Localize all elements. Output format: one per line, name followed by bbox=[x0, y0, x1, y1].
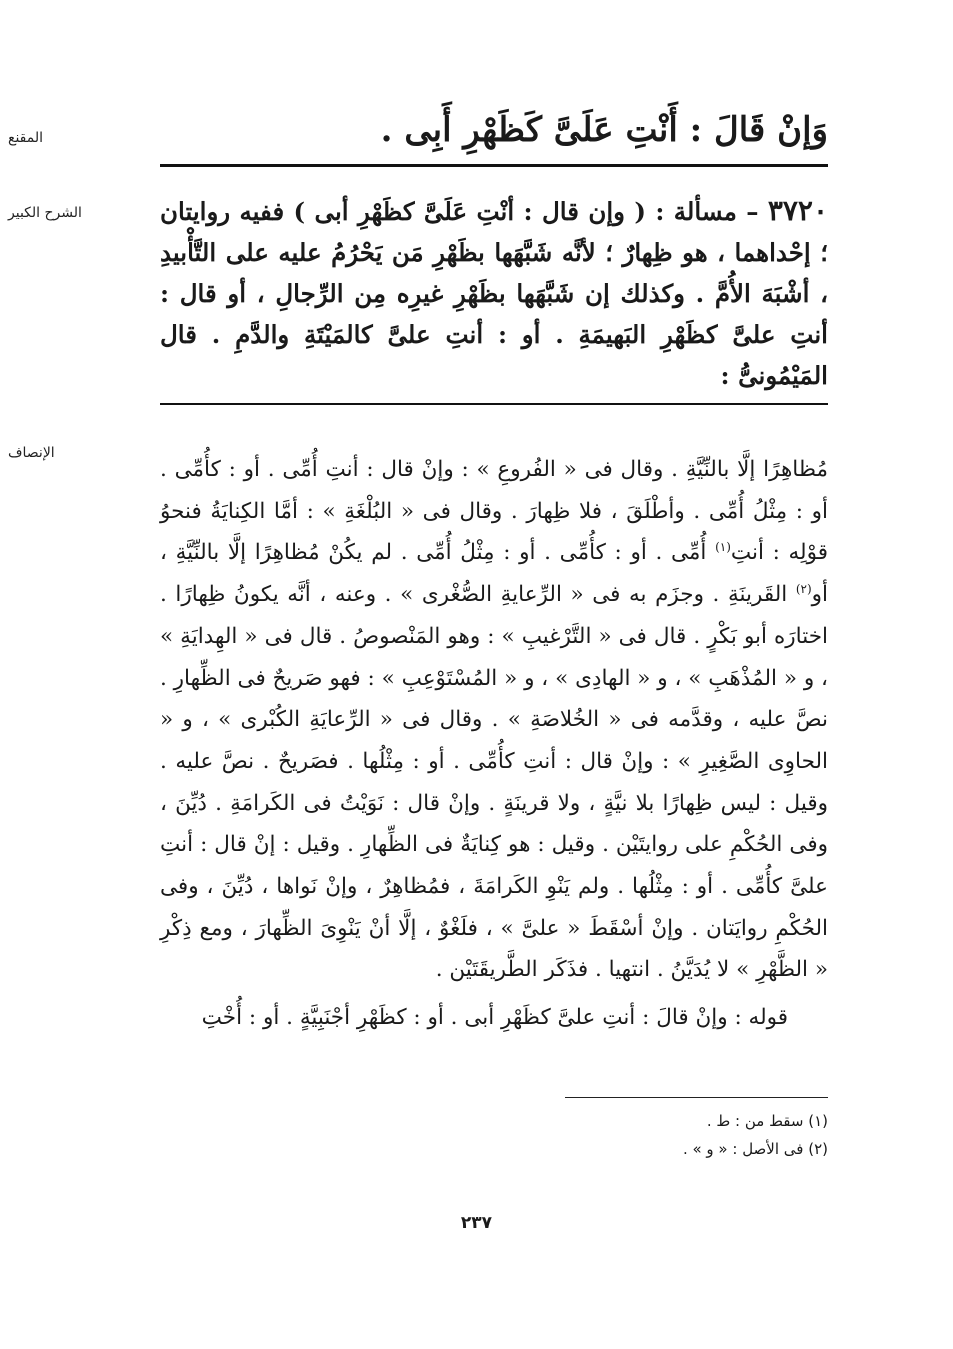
insaf-text-a: مُظاهِرًا إلَّا بالنِّيَّةِ . وقال فى « الفُروعِ » : وإنْ قال : أنتِ أُمِّى . أو : كأُمِّى . أو : مِثْلُ أُمِّى . وأطْلَقَ ، فلا ظِهارَ . وقال فى « البُلْغَةِ » : أمَّا الكِنايَةُ فنحوُ قوْلِه : أنتِ bbox=[160, 457, 828, 566]
insaf-paragraph bbox=[160, 449, 828, 991]
footnote-1: (١) سقط من : ط . bbox=[706, 1112, 828, 1130]
label-insaf: الإنصاف bbox=[8, 445, 55, 461]
sharh-section bbox=[160, 190, 828, 396]
footnote-divider bbox=[565, 1097, 828, 1098]
divider-sharh bbox=[160, 403, 828, 405]
muqni-text: وَإنْ قَالَ : أَنْتِ عَلَىَّ كَظَهْرِ أَبِى . bbox=[380, 110, 828, 150]
insaf-text-c: القَرينَةِ . وجزَم به فى « الرِّعايةِ الصُّغْرى » . وعنه ، أنَّه يكونُ ظِهارًا . اختارَه أبو بَكْرٍ . قال فى « التَّرْغيبِ » : وهو المَنْصوصُ . قال فى « الهِدايَةِ » ، و « المُذْهَبِ » ، و « الهادِى » ، و « المُسْتَوْعِبِ » : فهو صَريحٌ فى الظِّهارِ . نصَّ عليه ، وقدَّمه فى « الخُلاصَةِ » . وقال فى « الرِّعايَةِ الكُبْرى » ، و « الحاوِى الصَّغِيرِ » : وإنْ قال : أنتِ كأُمِّى . أو : مِثْلُها . فصَريحٌ . نصَّ عليه . وقيل : ليس ظِهارًا بلا نيَّةٍ ، ولا قرينَةٍ . وإنْ قال : نَوَيْتُ فى الكَرامَةِ . دُيِّنَ ، وفى الحُكْمِ على روايتَيْن . وقيل : هو كِنايَةٌ فى الظِّهارِ . وقيل : إنْ قال : أنتِ علىَّ كأُمِّى . أو : مِثْلُها . ولم يَنْوِ الكَرامَةَ ، فمُظاهِرٌ ، وإنْ نَواها ، دُيِّنَ ، وفى الحُكْمِ روايَتان . وإنْ أسْقَطَ « علىَّ » ، فلَغْوٌ ، إلَّا أنْ يَنْوِىَ الظِّهارَ ، ومع ذِكْرِ « الظَّهْرِ » لا يُدَيَّنُ . انتهيا . فذَكَر الطَّريقَتَيْن . bbox=[160, 582, 828, 983]
insaf-section bbox=[160, 449, 828, 1039]
insaf-qawl: قوله : وإنْ قالَ : أنتِ علىَّ كظَهْرِ أبى . أو : كظَهْرِ أجْنَبِيَّةٍ . أو : أُخْتِ bbox=[201, 1005, 788, 1031]
issue-number: ٣٧٢٠ bbox=[767, 194, 828, 227]
footnote-2: (٢) فى الأصل : « و » . bbox=[682, 1140, 828, 1158]
footnote-mark-2: (٢) bbox=[795, 581, 812, 596]
divider-muqni bbox=[160, 164, 828, 167]
footnote-mark-1: (١) bbox=[715, 540, 731, 555]
page-number: ٢٣٧ bbox=[460, 1213, 493, 1233]
label-muqni: المقنع bbox=[8, 130, 44, 146]
label-sharh: الشرح الكبير bbox=[8, 205, 82, 221]
sharh-text: – مسألة : ( وإن قال : أنْتِ عَلَىَّ كظَهْرِ أبى ) ففيه روايتان ؛ إحْداهما ، هو ظِهارٌ ؛ لأنَّه شَبَّهَها بظَهْرِ مَن يَحْرُمُ عليه على التَّأْبيدِ ، أشْبَهَ الأُمَّ . وكذلك إن شَبَّهَها بظَهْرِ غيرِه مِن الرِّجالِ ، أو قال : أنتِ علىَّ كظَهْرِ البَهيمَةِ . أو : أنتِ علىَّ كالمَيْتَةِ والدَّمِ . قال المَيْمُونىُّ : bbox=[160, 197, 828, 390]
footnotes bbox=[160, 1107, 828, 1163]
insaf-text-b: أُمِّى . أو : كأُمِّى . أو : مِثْلُ أُمِّى . لم يكُنْ مُظاهِرًا إلَّا بالنِّيَّةِ ، أو bbox=[160, 540, 828, 608]
